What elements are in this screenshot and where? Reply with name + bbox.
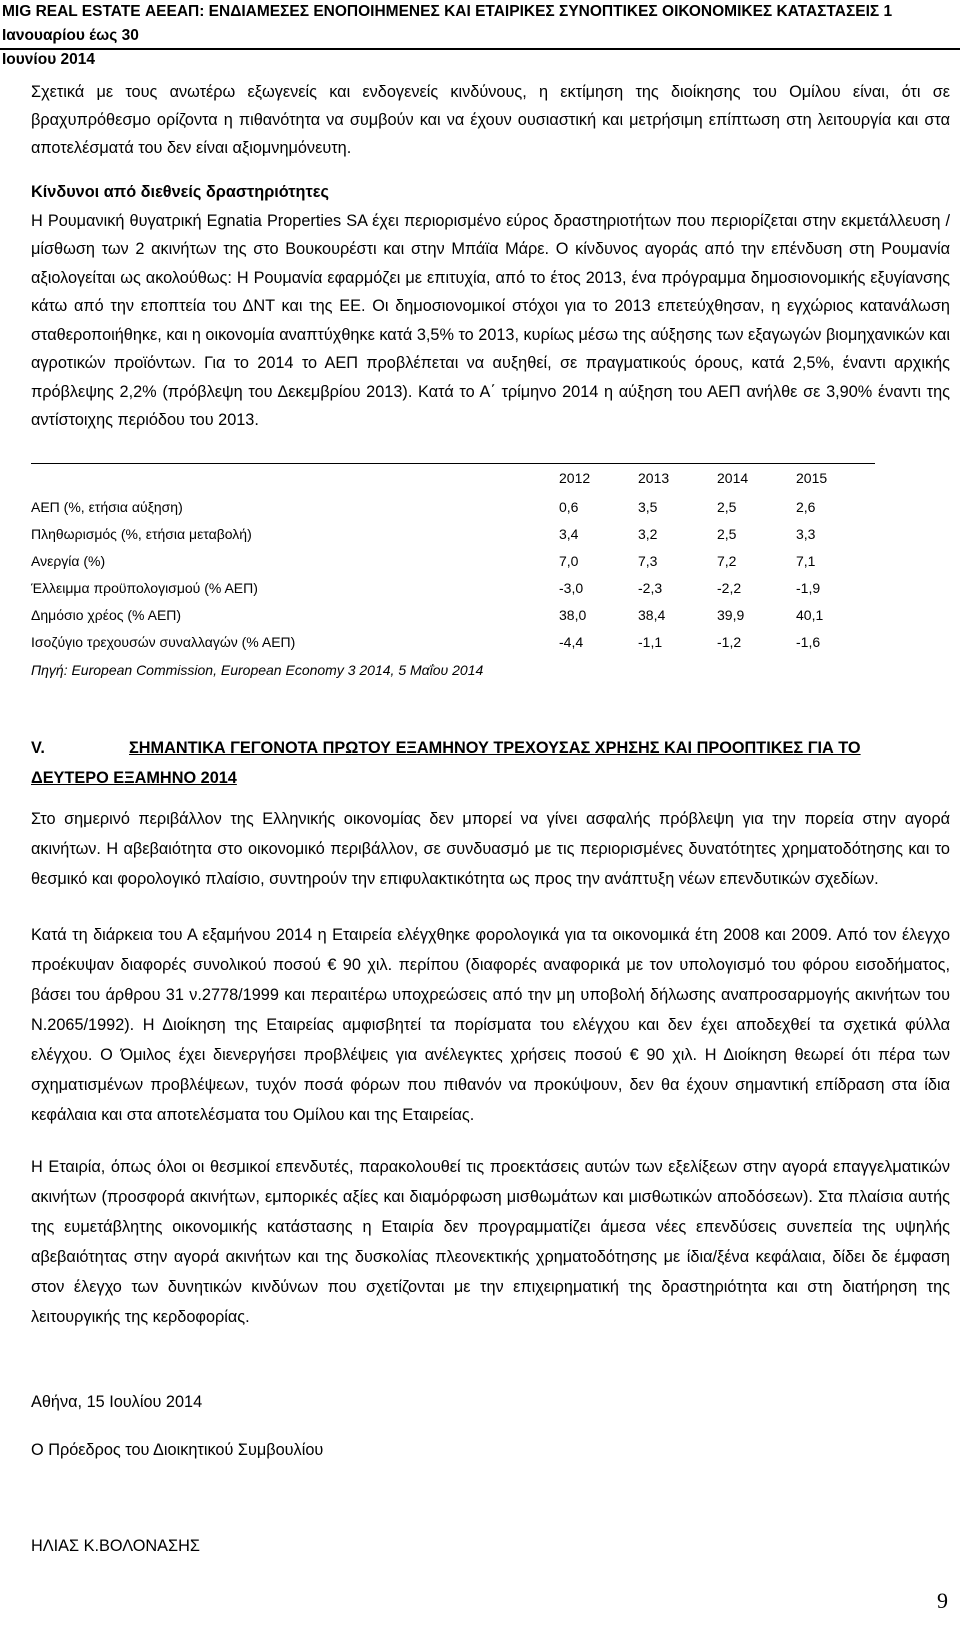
economic-indicators-table <box>31 463 875 655</box>
row-value: 38,4 <box>638 606 666 623</box>
row-value: -1,1 <box>638 633 663 650</box>
row-label: Έλλειμμα προϋπολογισμού (% ΑΕΠ) <box>31 579 258 596</box>
row-value: -1,9 <box>796 579 821 596</box>
signatory-name: ΗΛΙΑΣ Κ.ΒΟΛΟΝΑΣΗΣ <box>31 1537 200 1555</box>
section-v-number: V. <box>31 739 45 757</box>
row-value: 7,0 <box>559 552 579 569</box>
row-value: 39,9 <box>717 606 745 623</box>
row-value: 3,3 <box>796 525 816 542</box>
table-row <box>31 601 875 628</box>
environment-paragraph: Στο σημερινό περιβάλλον της Ελληνικής οικονομίας δεν μπορεί να γίνει ασφαλής πρόβλεψη για την πορεία στην αγορά ακινήτων. Η αβεβαιότητα στο οικονομικό περιβάλλον, σε συνδυασμό με τις περιορισμένες δυνατότητες χρηματοδότησης και το θεσμικό και φορολογικό πλαίσιο, συντηρούν την επιφυλακτικότητα ως προς την ανάπτυξη νέων επενδυτικών σχεδίων. <box>31 810 950 888</box>
header-title-line1: MIG REAL ESTATE ΑΕΕΑΠ: ΕΝΔΙΑΜΕΣΕΣ ΕΝΟΠΟΙΗΜΕΝΕΣ ΚΑΙ ΕΤΑΙΡΙΚΕΣ ΣΥΝΟΠΤΙΚΕΣ ΟΙΚΟΝΟΜΙΚΕΣ ΚΑΤΑΣΤΑΣΕΙΣ 1 Ιανουαρίου έως 30 <box>2 3 893 44</box>
header-title-line2: Ιουνίου 2014 <box>2 51 95 68</box>
table-row <box>31 547 875 574</box>
row-value: 3,2 <box>638 525 658 542</box>
row-label: ΑΕΠ (%, ετήσια αύξηση) <box>31 498 183 515</box>
table-header-label <box>31 463 559 493</box>
row-value: -4,4 <box>559 633 584 650</box>
signatory-title: Ο Πρόεδρος του Διοικητικού Συμβουλίου <box>31 1441 324 1459</box>
table-row <box>31 628 875 655</box>
table-header-year: 2013 <box>638 470 670 486</box>
table-header-row <box>31 463 875 493</box>
row-label: Ισοζύγιο τρεχουσών συναλλαγών (% ΑΕΠ) <box>31 633 296 650</box>
row-value: -1,2 <box>717 633 742 650</box>
intro-paragraph: Σχετικά με τους ανωτέρω εξωγενείς και ενδογενείς κινδύνους, η εκτίμηση της διοίκησης του Ομίλου είναι, ότι σε βραχυπρόθεσμο ορίζοντα η πιθανότητα να συμβούν και να έχουν ουσιαστική και μετρήσιμη επίπτωση στη λειτουργία και στα αποτελέσματά του δεν είναι αξιομνημόνευτη. <box>31 83 950 157</box>
tax-audit-paragraph: Κατά τη διάρκεια του Α εξαμήνου 2014 η Εταιρεία ελέγχθηκε φορολογικά για τα οικονομικά έτη 2008 και 2009. Από τον έλεγχο προέκυψαν διαφορές συνολικού ποσού € 90 χιλ. περίπου (διαφορές αναφορικά με τον υπολογισμό του φόρου εισοδήματος, βάσει του άρθρου 31 ν.2778/1999 και περαιτέρω υποχρεώσεις από την μη υποβολή δήλωσης αναπροσαρμογής ακινήτων του Ν.2065/1992). Η Διοίκηση της Εταιρείας αμφισβητεί τα πορίσματα του ελέγχου και δεν έχει αποδεχθεί τα σχετικά φύλλα ελέγχου. Ο Όμιλος έχει διενεργήσει προβλέψεις για ανέλεγκτες χρήσεις ποσού € 90 χιλ. Η Διοίκηση θεωρεί ότι πέρα των σχηματισμένων προβλέψεων, τυχόν ποσά φόρων που πιθανόν να προκύψουν, δεν θα έχουν σημαντική επίδραση στα ίδια κεφάλαια και στα αποτελέσματα του Ομίλου και της Εταιρείας. <box>31 926 950 1124</box>
row-value: 3,5 <box>638 498 658 515</box>
row-value: 40,1 <box>796 606 824 623</box>
row-value: 2,5 <box>717 525 737 542</box>
row-value: 7,2 <box>717 552 737 569</box>
row-value: -3,0 <box>559 579 584 596</box>
row-value: 38,0 <box>559 606 587 623</box>
row-value: 2,5 <box>717 498 737 515</box>
row-value: 0,6 <box>559 498 579 515</box>
table-row <box>31 520 875 547</box>
table-row <box>31 493 875 520</box>
risk-section-paragraph: Η Ρουμανική θυγατρική Egnatia Properties SA έχει περιορισμένο εύρος δραστηριοτήτων που περιορίζεται στην εκμετάλλευση / μίσθωση των 2 ακινήτων της στο Βουκουρέστι και στην Μπάϊα Μάρε. Ο κίνδυνος αγοράς από την επένδυση στη Ρουμανία αξιολογείται ως ακολούθως: Η Ρουμανία εφαρμόζει με επιτυχία, από το έτος 2013, ένα πρόγραμμα δημοσιονομικής εξυγίανσης κάτω από την εποπτεία του ΔΝΤ και της ΕΕ. Οι δημοσιονομικοί στόχοι για το 2013 επετεύχθησαν, η εγχώριος κατανάλωση σταθεροποιήθηκε, και η οικονομία αναπτύχθηκε κατά 3,5% το 2013, κυρίως μέσω της αύξησης των εξαγωγών βιομηχανικών και αγροτικών προϊόντων. Για το 2014 το ΑΕΠ προβλέπεται να αυξηθεί, σε πραγματικούς όρους, κατά 2,5%, έναντι αρχικής πρόβλεψης 2,2% (πρόβλεψη του Δεκεμβρίου 2013). Κατά το Α΄ τρίμηνο 2014 η αύξηση του ΑΕΠ ανήλθε σε 3,90% έναντι της αντίστοιχης περιόδου του 2013. <box>31 211 950 429</box>
row-label: Ανεργία (%) <box>31 552 106 569</box>
row-value: 7,3 <box>638 552 658 569</box>
table-source-note: Πηγή: European Commission, European Economy 3 2014, 5 Μαΐου 2014 <box>31 662 484 678</box>
row-value: -1,6 <box>796 633 821 650</box>
table-header-year: 2015 <box>796 470 828 486</box>
risk-section-title: Κίνδυνοι από διεθνείς δραστηριότητες <box>31 183 329 201</box>
date-line: Αθήνα, 15 Ιουλίου 2014 <box>31 1393 203 1411</box>
row-label: Πληθωρισμός (%, ετήσια μεταβολή) <box>31 525 252 542</box>
page-header <box>0 0 960 68</box>
company-outlook-paragraph: Η Εταιρία, όπως όλοι οι θεσμικοί επενδυτές, παρακολουθεί τις προεκτάσεις αυτών των εξελίξεων στην αγορά επαγγελματικών ακινήτων (προσφορά ακινήτων, εμπορικές αξίες και διαμόρφωση μισθωμάτων και μισθωτικών αποδόσεων). Στα πλαίσια αυτής της ευμετάβλητης οικονομικής κατάστασης η Εταιρία δεν προγραμματίζει άμεσα νέες επενδύσεις συνεπεία της υψηλής αβεβαιότητας στην αγορά ακινήτων και της δυσκολίας πλεονεκτικής χρηματοδότησης με ίδια/ξένα κεφάλαια, δίδει δε έμφαση στον έλεγχο των δυνητικών κινδύνων που σχετίζονται με την επιχειρηματική της δραστηριότητα και στη διατήρηση της λειτουργικής της κερδοφορίας. <box>31 1158 950 1326</box>
row-label: Δημόσιο χρέος (% ΑΕΠ) <box>31 606 182 623</box>
table-row <box>31 574 875 601</box>
row-value: -2,2 <box>717 579 742 596</box>
table-header-year: 2012 <box>559 470 591 486</box>
table-header-year: 2014 <box>717 470 749 486</box>
risk-section <box>31 178 950 435</box>
section-v-heading <box>31 733 950 793</box>
row-value: 7,1 <box>796 552 816 569</box>
row-value: 3,4 <box>559 525 579 542</box>
section-v-title-line2: ΔΕΥΤΕΡΟ ΕΞΑΜΗΝΟ 2014 <box>31 769 237 787</box>
row-value: -2,3 <box>638 579 663 596</box>
page-number: 9 <box>937 1588 948 1613</box>
row-value: 2,6 <box>796 498 816 515</box>
section-v-title-line1: ΣΗΜΑΝΤΙΚΑ ΓΕΓΟΝΟΤΑ ΠΡΩΤΟΥ ΕΞΑΜΗΝΟΥ ΤΡΕΧΟΥΣΑΣ ΧΡΗΣΗΣ ΚΑΙ ΠΡΟΟΠΤΙΚΕΣ ΓΙΑ ΤΟ <box>129 739 861 757</box>
